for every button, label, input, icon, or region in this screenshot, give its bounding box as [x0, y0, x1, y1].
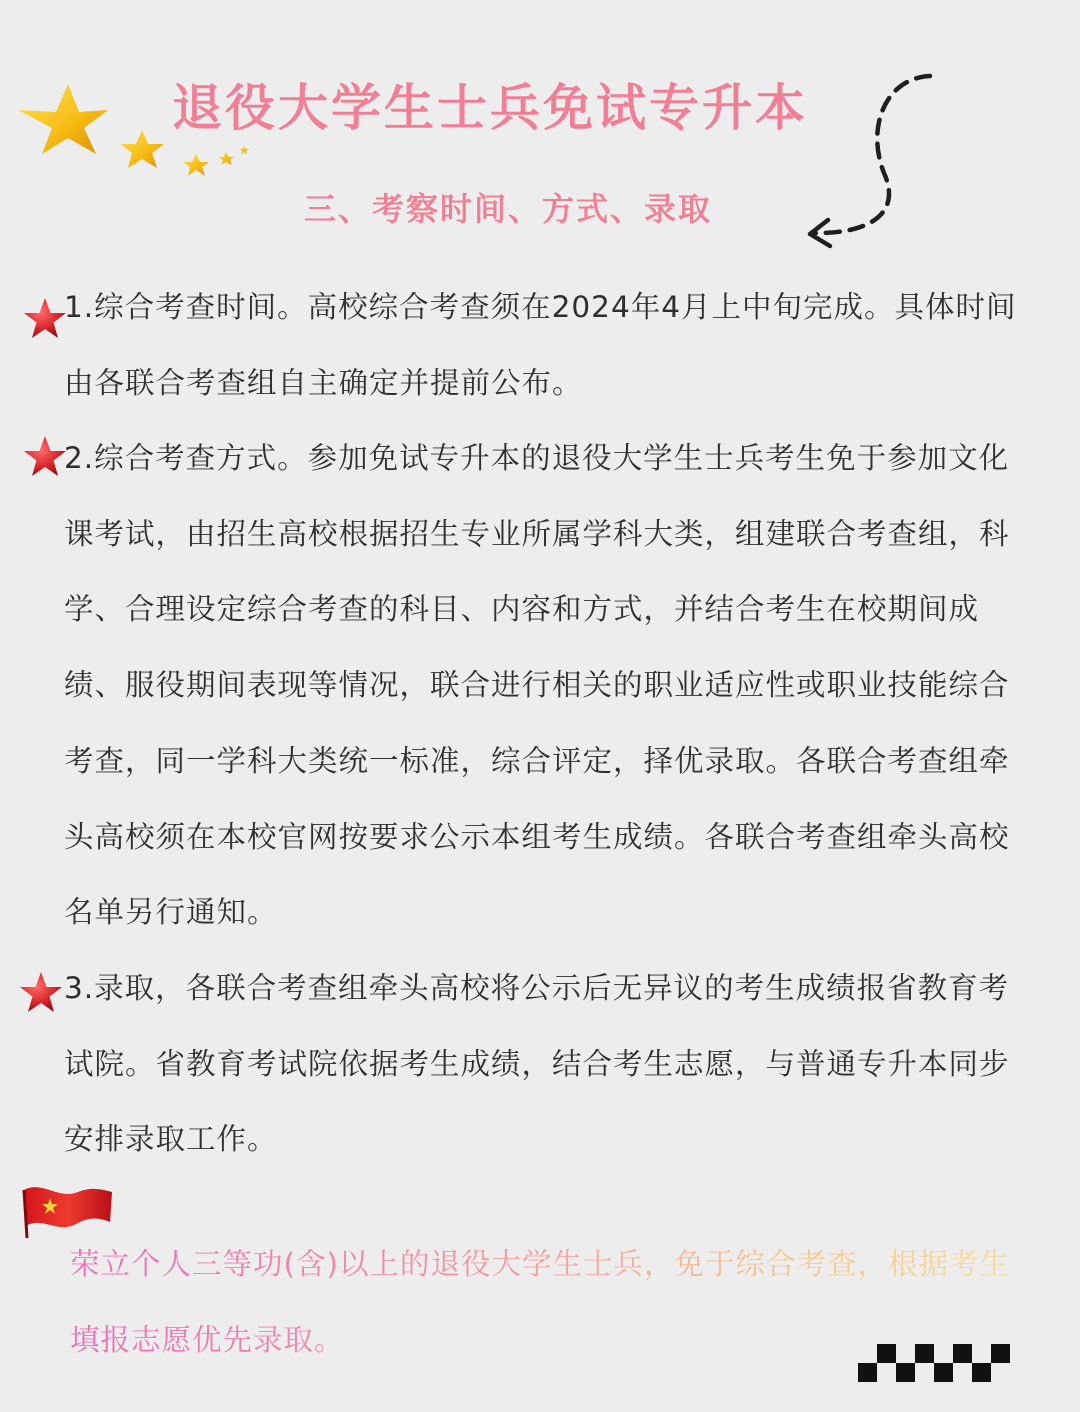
red-star-icon [22, 434, 68, 480]
section-3-paragraph: 3.录取，各联合考查组牵头高校将公示后无异议的考生成绩报省教育考试院。省教育考试院依据考生成绩，结合考生志愿，与普通专升本同步安排录取工作。 [64, 971, 1010, 1157]
red-star-icon [18, 970, 64, 1016]
gold-star-icon [218, 152, 234, 165]
page-title: 退役大学生士兵免试专升本 [172, 78, 808, 137]
checkered-pattern [858, 1344, 1010, 1382]
section-2-paragraph: 2.综合考查方式。参加免试专升本的退役大学生士兵考生免于参加文化课考试，由招生高校根据招生专业所属学科大类，组建联合考查组，科学、合理设定综合考查的科目、内容和方式，并结合考生在校期间成绩、服役期间表现等情况，联合进行相关的职业适应性或职业技能综合考查，同一学科大类统一标准，综合评定，择优录取。各联合考查组牵头高校须在本校官网按要求公示本组考生成绩。各联合考查组牵头高校名单另行通知。 [64, 441, 1010, 930]
gold-star-icon [183, 154, 209, 176]
section-heading: 三、考察时间、方式、录取 [303, 190, 712, 228]
section-1-paragraph: 1.综合考查时间。高校综合考查须在2024年4月上中旬完成。具体时间由各联合考查组自主确定并提前公布。 [64, 290, 1017, 400]
gold-star-icon [239, 146, 249, 154]
red-star-icon [22, 296, 68, 342]
merit-note: 荣立个人三等功(含)以上的退役大学生士兵，免于综合考查，根据考生填报志愿优先录取。 [70, 1227, 1030, 1378]
